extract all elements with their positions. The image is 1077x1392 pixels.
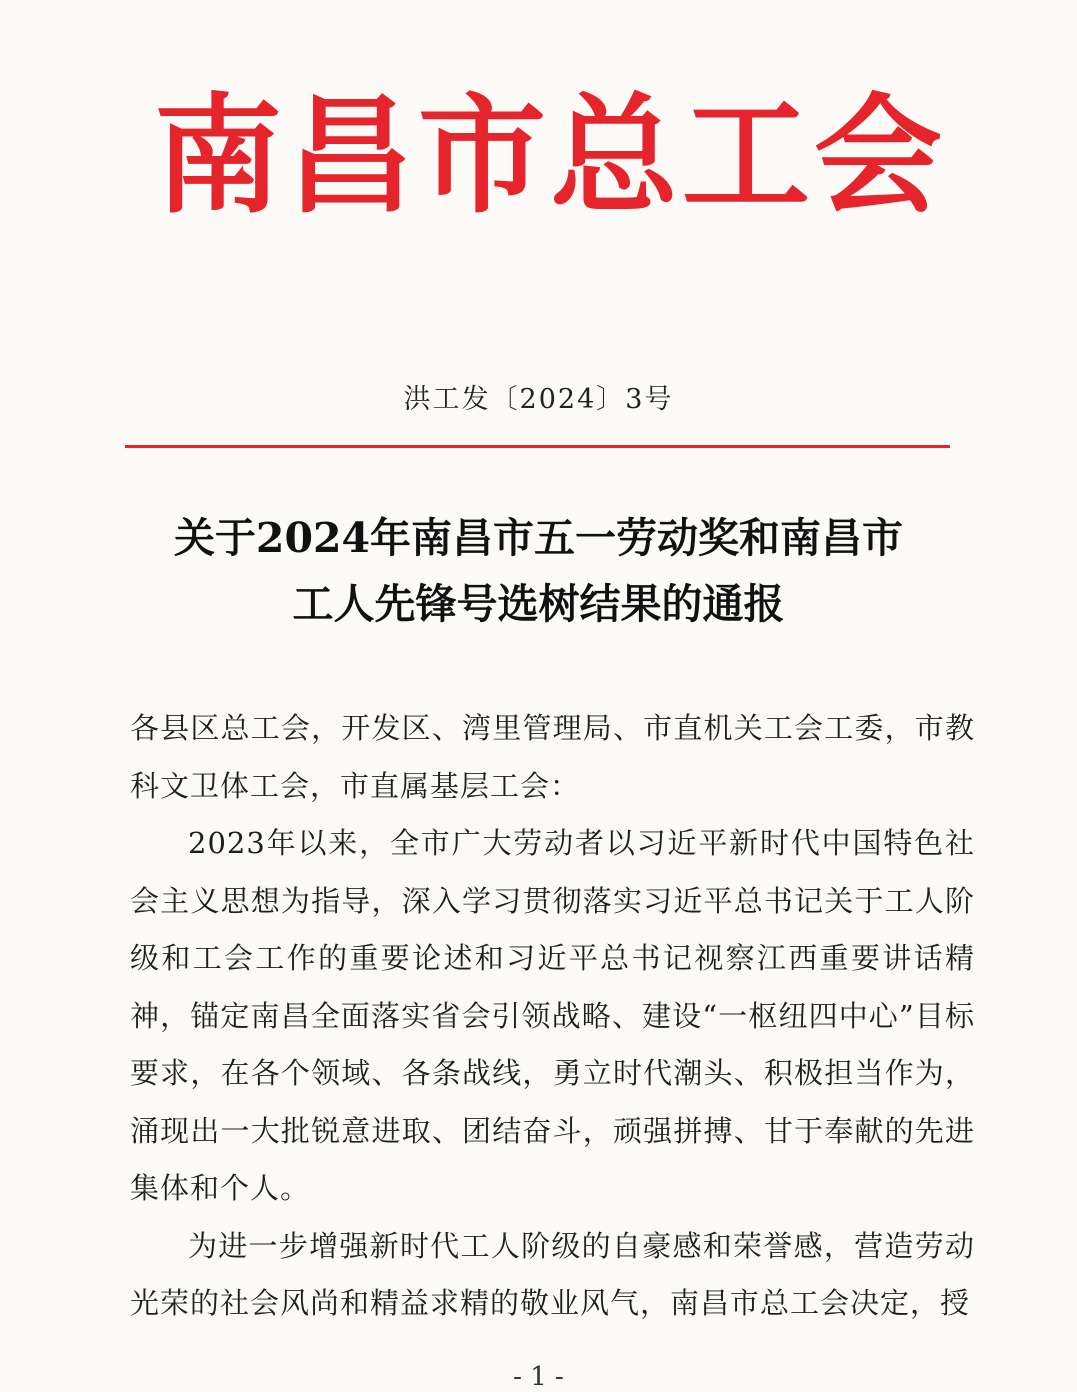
red-divider-line: [125, 445, 950, 448]
body-paragraph-1: 2023年以来，全市广大劳动者以习近平新时代中国特色社会主义思想为指导，深入学习贯彻落实习近平总书记关于工人阶级和工会工作的重要论述和习近平总书记视察江西重要讲话精神，锚定南昌全面落实省会引领战略、建设“一枢纽四中心”目标要求，在各个领域、各条战线，勇立时代潮头、积极担当作为，涌现出一大批锐意进取、团结奋斗，顽强拼搏、甘于奉献的先进集体和个人。: [130, 826, 975, 1205]
document-number: 洪工发〔2024〕3号: [403, 384, 674, 415]
body-paragraph-2: 为进一步增强新时代工人阶级的自豪感和荣誉感，营造劳动光荣的社会风尚和精益求精的敬业风气，南昌市总工会决定，授: [130, 1228, 975, 1320]
document-body: [130, 700, 975, 1333]
title-line-1: 关于2024年南昌市五一劳动奖和南昌市: [173, 514, 904, 562]
page-number: - 1 -: [513, 1362, 564, 1392]
recipients-paragraph: 各县区总工会，开发区、湾里管理局、市直机关工会工委，市教科文卫体工会，市直属基层工会：: [130, 711, 975, 803]
issuer-masthead: 南昌市总工会: [153, 82, 946, 231]
document-title: [100, 505, 977, 637]
title-line-2: 工人先锋号选树结果的通报: [292, 580, 785, 628]
